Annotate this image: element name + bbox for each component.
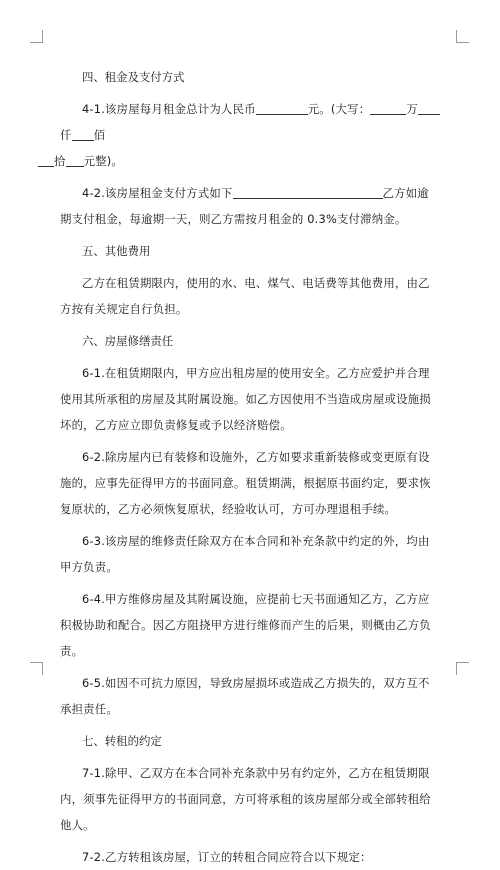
- clause-4-1: [54, 96, 440, 174]
- clause-4-1-text-e: 佰: [93, 128, 106, 142]
- crop-mark-bottom-left: [30, 662, 43, 675]
- clause-4-1-text-b: 元。(大写：: [307, 102, 371, 116]
- section-heading-rent: 四、租金及支付方式: [82, 70, 185, 84]
- section-heading-repair: 六、房屋修缮责任: [82, 334, 174, 348]
- blank-bai[interactable]: [72, 127, 94, 141]
- clause-4-1-text-a: 4-1.该房屋每月租金总计为人民币: [82, 102, 256, 116]
- clause-4-2: [60, 180, 440, 232]
- clause-4-2-text-a: 4-2.该房屋租金支付方式如下: [82, 186, 233, 200]
- blank-payment-method[interactable]: [233, 185, 383, 199]
- clause-7-1: 7-1.除甲、乙双方在本合同补充条款中另有约定外，乙方在租赁期限内，须事先征得甲方的书面同意，方可将承租的该房屋部分或全部转租给他人。: [60, 766, 431, 832]
- clause-6-4: 6-4.甲方维修房屋及其附属设施，应提前七天书面通知乙方，乙方应积极协助和配合。因乙方阻挠甲方进行维修而产生的后果，则概由乙方负责。: [60, 592, 431, 658]
- clause-4-2-text-b: 乙方如逾期支付租金，每逾期一天，则乙方需按月租金的 0.3%支付滞纳金。: [60, 186, 429, 226]
- clause-5: 乙方在租赁期限内，使用的水、电、煤气、电话费等其他费用，由乙方按有关规定自行负担。: [60, 276, 430, 316]
- clause-4-1-text-c: 万: [406, 102, 418, 116]
- crop-mark-bottom-right: [456, 662, 469, 675]
- blank-qian[interactable]: [418, 101, 440, 115]
- blank-rent-amount[interactable]: [256, 101, 308, 115]
- clause-6-2: 6-2.除房屋内已有装修和设施外，乙方如要求重新装修或变更原有设施的，应事先征得甲方的书面同意。租赁期满，根据原书面约定，要求恢复原状的，乙方必须恢复原状，经验收认可，方可办理退租手续。: [60, 450, 431, 516]
- blank-wan[interactable]: [370, 101, 406, 115]
- blank-shi[interactable]: [38, 153, 54, 167]
- clause-4-1-text-d: 仟: [60, 128, 72, 142]
- section-heading-other-fees: 五、其他费用: [82, 244, 151, 258]
- clause-6-1: 6-1.在租赁期限内，甲方应出租房屋的使用安全。乙方应爱护并合理使用其所承租的房屋及其附属设施。如乙方因使用不当造成房屋或设施损坏的，乙方应立即负责修复或予以经济赔偿。: [60, 366, 431, 432]
- section-heading-sublease: 七、转租的约定: [82, 734, 162, 748]
- clause-6-3: 6-3.该房屋的维修责任除双方在本合同和补充条款中约定的外，均由甲方负责。: [60, 534, 430, 574]
- crop-mark-top-right: [456, 30, 469, 43]
- clause-7-2: 7-2.乙方转租该房屋，订立的转租合同应符合以下规定：: [82, 850, 372, 864]
- clause-4-1-text-f: 拾: [54, 154, 66, 168]
- clause-4-1-text-g: 元整)。: [83, 154, 124, 168]
- blank-yuan[interactable]: [66, 153, 84, 167]
- crop-mark-top-left: [30, 30, 43, 43]
- clause-6-5: 6-5.如因不可抗力原因，导致房屋损坏或造成乙方损失的，双方互不承担责任。: [60, 676, 430, 716]
- document-body: [54, 64, 440, 870]
